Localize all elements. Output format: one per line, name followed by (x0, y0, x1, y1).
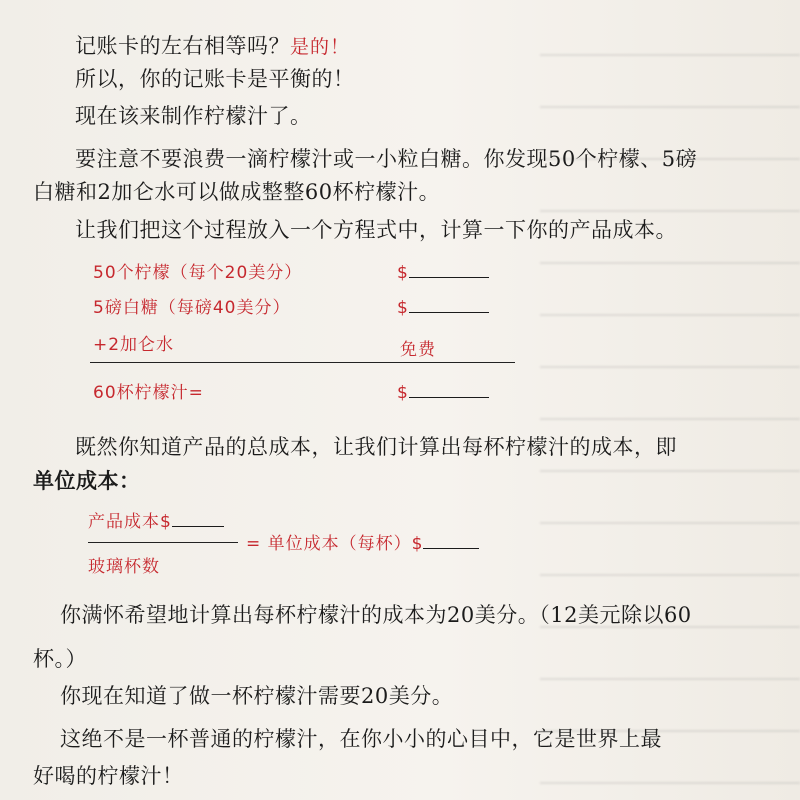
numerator (88, 509, 224, 535)
text-line-11: 单位成本： (33, 468, 141, 493)
unit-cost-label: = 单位成本（每杯）$ (246, 534, 424, 554)
total-amount-blank (409, 397, 489, 398)
numerator-blank (172, 526, 224, 527)
water-cost-label: +2加仑水 (93, 335, 175, 355)
text-line-16: 你现在知道了做一杯柠檬汁需要20美分。 (60, 684, 454, 708)
denominator: 玻璃杯数 (88, 557, 160, 577)
equation-row-lemons (93, 260, 302, 286)
text-line-3: 现在该来制作柠檬汁了。 (75, 104, 312, 128)
sugar-amount: $ (397, 295, 489, 321)
text-line-10: 既然你知道产品的总成本，让我们计算出每杯柠檬汁的成本，即 (75, 435, 677, 459)
question-text: 记账卡的左右相等吗？ (75, 34, 290, 58)
bleed-through-text (540, 20, 800, 800)
text-line-17: 这绝不是一杯普通的柠檬汁，在你小小的心目中，它是世界上最 (60, 727, 662, 751)
lemons-amount: $ (397, 260, 489, 286)
text-line-2: 所以，你的记账卡是平衡的！ (75, 67, 355, 91)
numerator-label: 产品成本$ (88, 512, 172, 532)
unit-cost-blank (423, 548, 479, 549)
text-line-18: 好喝的柠檬汁！ (33, 764, 184, 788)
unit-cost-result (246, 531, 479, 557)
handwritten-answer: 是的！ (290, 36, 351, 58)
text-line-5: 白糖和2加仑水可以做成整整60杯柠檬汁。 (33, 180, 441, 204)
equation-row-total (93, 380, 204, 406)
equation-row-water (93, 332, 174, 358)
sugar-cost-label: 5磅白糖（每磅40美分） (93, 298, 291, 318)
text-line-4: 要注意不要浪费一滴柠檬汁或一小粒白糖。你发现50个柠檬、5磅 (75, 147, 698, 171)
lemons-amount-blank (409, 277, 489, 278)
text-line-6: 让我们把这个过程放入一个方程式中，计算一下你的产品成本。 (75, 218, 677, 242)
sugar-amount-blank (409, 312, 489, 313)
fraction-rule (88, 542, 238, 543)
text-line-14: 你满怀希望地计算出每杯柠檬汁的成本为20美分。（12美元除以60 (60, 603, 692, 627)
equation-row-sugar (93, 295, 290, 321)
text-line-15: 杯。） (33, 647, 87, 671)
total-amount: $ (397, 380, 489, 406)
sum-rule (90, 362, 515, 363)
total-cups-label: 60杯柠檬汁= (93, 383, 204, 403)
text-line-1 (75, 33, 350, 60)
water-free-label: 免费 (400, 340, 436, 360)
lemons-cost-label: 50个柠檬（每个20美分） (93, 263, 303, 283)
